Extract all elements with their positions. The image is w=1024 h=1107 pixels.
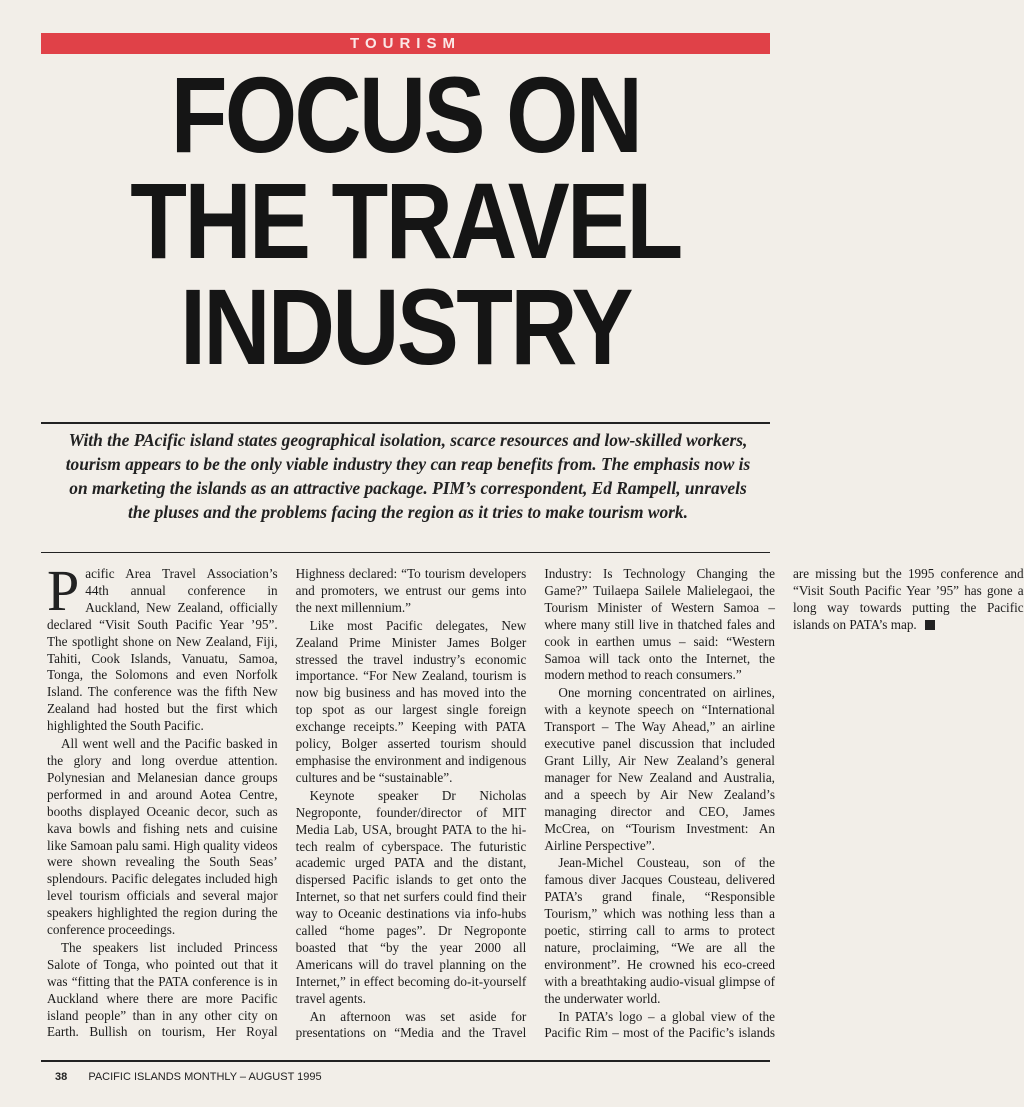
article-paragraph: An afternoon was set aside for presentations on “Media and the Travel Industry: Is Technology Changing the Game?” Tuilaepa Sailele Malielegaoi, the Tourism Minister of Western Samoa – where many still live in thatched fales and cook in earthen umus – said: “Western Samoa will tack onto the Internet, the modern method to reach consumers.” [295,566,775,1041]
section-banner: TOURISM [41,33,770,54]
divider-top [41,422,770,424]
article-paragraph: In PATA’s logo – a global view of the Pacific Rim – most of the Pacific’s islands are missing but the 1995 conference and “Visit South Pacific Year ’95” has gone a long way towards putting the Pacific islands on PATA’s map. [544,566,1024,1041]
headline: FOCUS ON THE TRAVEL INDUSTRY [130,54,681,387]
article-paragraph: The speakers list included Princess Salote of Tonga, who pointed out that it was “fitting that the PATA conference is in Auckland where there are more Pacific island people” than in any other city on Earth. Bullish on tourism, Her Royal Highness declared: “To tourism developers and promoters, we entrust our gems into the next millennium.” [47,566,527,1040]
article-paragraph: Like most Pacific delegates, New Zealand Prime Minister James Bolger stressed the travel industry’s economic importance. “For New Zealand, tourism is now big business and has moved into the top spot as our largest single foreign exchange receipts.” Keeping with PATA policy, Bolger asserted tourism should emphasise the environment and indigenous cultures and be “sustainable”. [295,617,527,785]
article-paragraph: Keynote speaker Dr Nicholas Negroponte, founder/director of MIT Media Lab, USA, brought PATA to the hi-tech realm of cyberspace. The futuristic academic urged PATA and the distant, dispersed Pacific islands to get onto the Internet, so that net surfers could find their way to Oceanic destinations via info-hubs called “home pages”. Dr Negroponte boasted that “by the year 2000 all Americans will do travel planning on the Internet,” in effect becoming do-it-yourself travel agents. [295,787,527,1006]
end-mark-icon [925,620,935,630]
article-paragraph: One morning concentrated on airlines, with a keynote speech on “International Transport – The Way Ahead,” an airline executive panel discussion that included Grant Lilly, Air New Zealand’s general manager for New Zealand and Australia, and a speech by Air New Zealand’s managing director and CEO, James McCrea, on “Tourism Investment: An Airline Perspective”. [544,685,775,853]
drop-cap: P [47,558,80,623]
page-footer [55,1071,322,1083]
article-paragraph: All went well and the Pacific basked in the glory and long overdue attention. Polynesian and Melanesian dance groups performed in and around Aotea Centre, booths displayed Oceanic decor, such as kava bowls and fishing nets and cuisine like Samoan palu sami. High quality videos were shown revealing the South Seas’ splendours. Pacific delegates included high level tourism officials and several major speakers highlighted the region during the conference proceedings. [47,736,278,938]
divider-bottom [41,552,770,553]
article-paragraph: Jean-Michel Cousteau, son of the famous diver Jacques Cousteau, delivered PATA’s grand finale, “Responsible Tourism,” which was nothing less than a poetic, stirring call to arms to protect nature, proclaiming, “We are all the environment”. He crowned his eco-creed with a breathtaking audio-visual glimpse of the underwater world. [544,855,775,1006]
standfirst: With the PAcific island states geographical isolation, scarce resources and low-skilled workers, tourism appears to be the only viable industry they can reap benefits from. The emphasis now is on marketing the islands as an attractive package. PIM’s correspondent, Ed Rampell, unravels the pluses and the problems facing the region as it tries to make tourism work. [65,430,751,522]
article-body [47,558,1024,1056]
publication-line: PACIFIC ISLANDS MONTHLY – AUGUST 1995 [88,1071,322,1083]
page-number: 38 [55,1071,68,1083]
article-paragraph: Pacific Area Travel Association’s 44th annual conference in Auckland, New Zealand, officially declared “Visit South Pacific Year ’95”. The spotlight shone on New Zealand, Fiji, Tahiti, Cook Islands, Vanuatu, Samoa, Tonga, the Solomons and even Norfolk Island. The conference was the fifth New Zealand had hosted but the first which highlighted the South Pacific. [47,558,278,734]
footer-rule [41,1060,770,1062]
